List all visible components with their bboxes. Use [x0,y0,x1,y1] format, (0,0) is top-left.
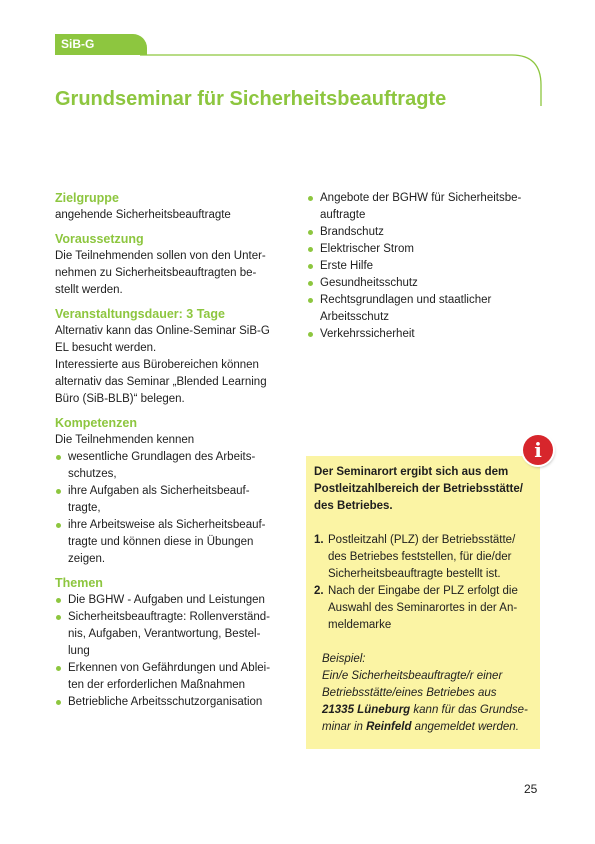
text-line: Sicherheitsbeauftragte: Rollenverständ- [68,611,271,623]
step-item [314,532,532,583]
text-line: Elektrischer Strom [320,243,414,255]
list-item [307,190,547,224]
list-item [307,292,547,326]
example-text [314,651,532,736]
themen-list [55,592,295,711]
text-line: Der Seminarort ergibt sich aus dem [314,466,509,478]
text-line: Erkennen von Gefährdungen und Ablei- [68,662,271,674]
list-item [55,449,295,483]
text-line: meldemarke [328,619,392,631]
list-item [55,483,295,517]
step-item [314,583,532,634]
info-icon: i [523,435,553,465]
dauer-heading: Veranstaltungsdauer: 3 Tage [55,307,225,321]
section-zielgruppe [55,190,295,224]
section-voraussetzung [55,231,295,299]
info-steps [314,532,532,634]
text-line: lung [68,645,90,657]
dauer-text [55,323,295,408]
text-line: des Betriebes. [314,500,393,512]
text-line: alternativ das Seminar „Blended Learning [55,376,267,388]
section-kompetenzen [55,415,295,568]
example-place: Reinfeld [366,721,412,733]
text-line: Arbeitsschutz [320,311,390,323]
list-item [55,609,295,660]
text-line: Angebote der BGHW für Sicherheitsbe- [320,192,522,204]
text-line: nis, Aufgaben, Verantwortung, Bestel- [68,628,261,640]
list-item [55,660,295,694]
section-tag: SiB-G [55,34,147,55]
text-line: Nach der Eingabe der PLZ erfolgt die [328,585,518,597]
text-line: Auswahl des Seminarortes in der An- [328,602,518,614]
text-line: stellt werden. [55,284,123,296]
themen-heading: Themen [55,576,103,590]
text-line: kann für das Grundse- [410,704,528,716]
list-item [55,517,295,568]
text-line: EL besucht werden. [55,342,157,354]
example-plz: 21335 Lüneburg [322,704,411,716]
text-line: angemeldet werden. [411,721,519,733]
text-line: ihre Aufgaben als Sicherheitsbeauf- [68,485,250,497]
text-line: ihre Arbeitsweise als Sicherheitsbeauf- [68,519,266,531]
info-box [306,456,540,749]
text-line: des Betriebes feststellen, für die/der [328,551,512,563]
text-line: wesentliche Grundlagen des Arbeits- [68,451,256,463]
step-number: 2. [314,585,324,597]
text-line: Betriebliche Arbeitsschutzorganisation [68,696,263,708]
text-line: Postleitzahlbereich der Betriebsstätte/ [314,483,523,495]
list-item [307,326,547,343]
text-line: Die Teilnehmenden sollen von den Unter- [55,250,266,262]
list-item [307,224,547,241]
text-line: ten der erforderlichen Maßnahmen [68,679,246,691]
text-line: Betriebsstätte/eines Betriebes aus [322,687,497,699]
text-line: schutzes, [68,468,117,480]
info-intro [314,464,532,515]
text-line: Gesundheitsschutz [320,277,418,289]
text-line: Ein/e Sicherheitsbeauftragte/r einer [322,670,503,682]
text-line: minar in [322,721,367,733]
text-line: auftragte [320,209,366,221]
text-line: Sicherheitsbeauftragte bestellt ist. [328,568,501,580]
text-line: Postleitzahl (PLZ) der Betriebsstätte/ [328,534,516,546]
list-item [307,241,547,258]
section-themen [55,575,295,711]
zielgruppe-heading: Zielgruppe [55,191,119,205]
kompetenzen-heading: Kompetenzen [55,416,137,430]
page-title: Grundseminar für Sicherheitsbeauftragte [55,88,447,110]
kompetenzen-intro: Die Teilnehmenden kennen [55,434,195,446]
text-line: tragte, [68,502,101,514]
page-number: 25 [524,782,538,796]
example-label: Beispiel: [322,653,366,665]
section-dauer [55,306,295,408]
text-line: Alternativ kann das Online-Seminar SiB-G [55,325,270,337]
text-line: Die BGHW - Aufgaben und Leistungen [68,594,265,606]
text-line: Büro (SiB-BLB)“ belegen. [55,393,185,405]
text-line: nehmen zu Sicherheitsbeauftragten be- [55,267,257,279]
list-item [55,592,295,609]
text-line: Brandschutz [320,226,384,238]
text-line: Rechtsgrundlagen und staatlicher [320,294,492,306]
right-column [307,190,547,343]
list-item [307,258,547,275]
text-line: zeigen. [68,553,106,565]
text-line: tragte und können diese in Übungen [68,536,254,548]
themen-list-continued [307,190,547,343]
voraussetzung-text [55,248,295,299]
voraussetzung-heading: Voraussetzung [55,232,144,246]
text-line: Interessierte aus Bürobereichen können [55,359,259,371]
text-line: Erste Hilfe [320,260,374,272]
list-item [307,275,547,292]
zielgruppe-text: angehende Sicherheitsbeauftragte [55,209,231,221]
kompetenzen-list [55,449,295,568]
left-column [55,190,295,718]
list-item [55,694,295,711]
step-number: 1. [314,534,324,546]
text-line: Verkehrssicherheit [320,328,415,340]
